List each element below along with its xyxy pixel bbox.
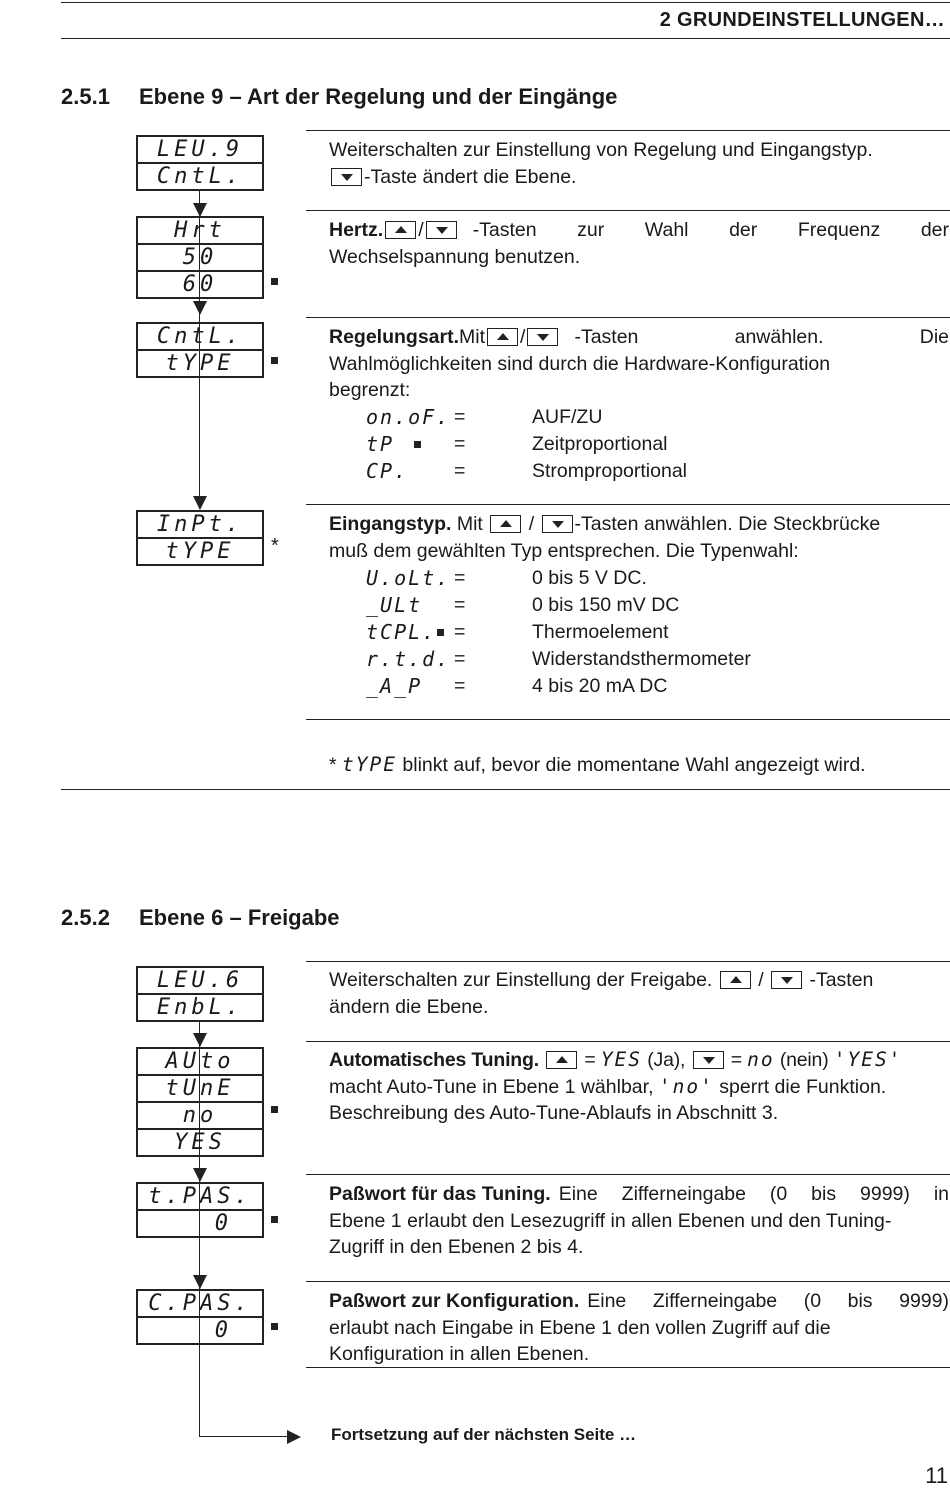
down-key-icon bbox=[693, 1051, 724, 1069]
bold-term: Eingangstyp. bbox=[329, 513, 452, 535]
option-desc: Stromproportional bbox=[532, 460, 687, 482]
text-line: ändern die Ebene. bbox=[329, 995, 489, 1018]
flow-arrow bbox=[193, 203, 207, 217]
option-code: CP. bbox=[366, 459, 409, 483]
slash: / bbox=[418, 219, 424, 241]
code-yes-quoted: 'YES' bbox=[833, 1048, 903, 1071]
rule bbox=[306, 1281, 950, 1282]
bold-term: Regelungsart. bbox=[329, 326, 460, 348]
display-cell: tYPE bbox=[138, 537, 262, 564]
equals: = bbox=[584, 1049, 596, 1071]
text-line: erlaubt nach Eingabe in Ebene 1 den vollen Zugriff auf die bbox=[329, 1316, 831, 1339]
text-line: Wechselspannung benutzen. bbox=[329, 245, 581, 268]
display-cell: no bbox=[138, 1101, 262, 1128]
down-key-icon bbox=[771, 971, 802, 989]
option-code: tCPL. bbox=[366, 620, 437, 644]
default-marker bbox=[271, 278, 278, 285]
option-eq: = bbox=[454, 594, 466, 616]
display-cpas bbox=[136, 1289, 264, 1345]
option-eq: = bbox=[454, 433, 466, 455]
option-eq: = bbox=[454, 460, 466, 482]
display-cell: EnbL. bbox=[138, 993, 262, 1020]
display-cell: 0 bbox=[138, 1209, 262, 1236]
flow-line-horizontal bbox=[199, 1436, 287, 1437]
display-cell: YES bbox=[138, 1128, 262, 1155]
flow-arrow bbox=[193, 1033, 207, 1047]
text-block-hertz bbox=[329, 217, 949, 270]
display-tpas bbox=[136, 1182, 264, 1238]
bold-term: Automatisches Tuning. bbox=[329, 1049, 539, 1071]
rule bbox=[306, 317, 950, 318]
arrow-right-icon bbox=[287, 1430, 301, 1444]
option-eq: = bbox=[454, 675, 466, 697]
down-key-icon bbox=[331, 168, 362, 186]
display-cell: tYPE bbox=[138, 349, 262, 376]
equals: = bbox=[730, 1049, 742, 1071]
text-block-eingangstyp bbox=[329, 511, 949, 564]
text-line: begrenzt: bbox=[329, 379, 411, 402]
display-cell: C.PAS. bbox=[148, 1291, 252, 1316]
bold-term: Paßwort zur Konfiguration. bbox=[329, 1290, 580, 1312]
section-heading-2-5-2 bbox=[61, 905, 340, 931]
display-cell: InPt. bbox=[156, 512, 244, 537]
text-word: (Ja), bbox=[647, 1049, 686, 1071]
slash: / bbox=[758, 969, 764, 991]
option-code: U.oLt. bbox=[366, 566, 451, 590]
option-desc: AUF/ZU bbox=[532, 406, 603, 428]
down-key-icon bbox=[426, 221, 457, 239]
flow-arrow bbox=[193, 301, 207, 315]
display-inpt bbox=[136, 510, 264, 566]
rule bbox=[306, 504, 950, 505]
display-cell: tUnE bbox=[138, 1074, 262, 1101]
up-key-icon bbox=[385, 221, 416, 239]
default-marker bbox=[271, 1106, 278, 1113]
display-cell: AUto bbox=[165, 1049, 235, 1074]
text-line: -Tasten zur Wahl der Frequenz der bbox=[472, 219, 949, 241]
display-leu6 bbox=[136, 966, 264, 1022]
text-line: Weiterschalten zur Einstellung von Regelung und Eingangstyp. bbox=[329, 139, 873, 161]
text-line: -Tasten anwählen. Die Steckbrücke bbox=[574, 513, 881, 535]
up-key-icon bbox=[720, 971, 751, 989]
text-line: -Taste ändert die Ebene. bbox=[364, 165, 577, 188]
text-line: sperrt die Funktion. bbox=[719, 1075, 887, 1098]
display-hrt bbox=[136, 216, 264, 299]
rule bbox=[306, 1041, 950, 1042]
option-desc: 0 bis 150 mV DC bbox=[532, 594, 680, 616]
option-desc: Zeitproportional bbox=[532, 433, 668, 455]
display-cell: 50 bbox=[138, 243, 262, 270]
option-desc: Widerstandsthermometer bbox=[532, 648, 751, 670]
option-code: on.oF. bbox=[366, 405, 451, 429]
up-key-icon bbox=[490, 515, 521, 533]
option-eq: = bbox=[454, 567, 466, 589]
text-line: Beschreibung des Auto-Tune-Ablaufs in Abschnitt 3. bbox=[329, 1102, 779, 1125]
rule bbox=[306, 1367, 950, 1368]
footnote bbox=[329, 752, 949, 779]
slash: / bbox=[520, 326, 526, 348]
text-word: Mit bbox=[459, 326, 486, 348]
text-word: (nein) bbox=[779, 1049, 829, 1071]
display-auto bbox=[136, 1047, 264, 1157]
section-heading-2-5-1 bbox=[61, 84, 617, 110]
option-eq: = bbox=[454, 648, 466, 670]
option-desc: 4 bis 20 mA DC bbox=[532, 675, 668, 697]
rule bbox=[306, 961, 950, 962]
section-number: 2.5.2 bbox=[61, 905, 110, 930]
display-cntl bbox=[136, 322, 264, 378]
option-code: _A_P bbox=[366, 674, 423, 698]
display-cell: CntL. bbox=[156, 324, 244, 349]
flow-arrow bbox=[193, 496, 207, 510]
display-cell: t.PAS. bbox=[148, 1184, 252, 1209]
up-key-icon bbox=[487, 328, 518, 346]
option-code: r.t.d. bbox=[366, 647, 451, 671]
text-block-config-password bbox=[329, 1288, 949, 1368]
text-line: -Tasten anwählen. Die bbox=[574, 326, 949, 348]
text-line: muß dem gewählten Typ entsprechen. Die Typenwahl: bbox=[329, 539, 799, 562]
rule bbox=[306, 719, 950, 720]
text-line: Wahlmöglichkeiten sind durch die Hardware-Konfiguration bbox=[329, 352, 831, 375]
text-line: Ebene 1 erlaubt den Lesezugriff in allen Ebenen und den Tuning- bbox=[329, 1209, 892, 1232]
rule bbox=[306, 130, 950, 131]
up-key-icon bbox=[546, 1051, 577, 1069]
text-line: Weiterschalten zur Einstellung der Freigabe. bbox=[329, 969, 713, 991]
rule bbox=[306, 210, 950, 211]
option-code: _ULt bbox=[366, 593, 423, 617]
display-cell: Hrt bbox=[174, 218, 226, 243]
text-line: Eine Zifferneingabe (0 bis 9999) in bbox=[558, 1183, 949, 1205]
option-code: tP bbox=[366, 432, 395, 456]
text-line: Zugriff in den Ebenen 2 bis 4. bbox=[329, 1236, 584, 1259]
down-key-icon bbox=[527, 328, 558, 346]
chapter-header: 2 GRUNDEINSTELLUNGEN… bbox=[659, 9, 945, 31]
rule bbox=[306, 1174, 950, 1175]
star-marker: * bbox=[271, 535, 279, 557]
bold-term: Hertz. bbox=[329, 219, 384, 241]
section-title: Ebene 9 – Art der Regelung und der Eingänge bbox=[139, 84, 618, 109]
text-block-tuning-password bbox=[329, 1181, 949, 1261]
display-cell: CntL. bbox=[138, 162, 262, 189]
text-line: macht Auto-Tune in Ebene 1 wählbar, bbox=[329, 1075, 654, 1098]
footnote-star: * bbox=[329, 754, 337, 776]
display-leu9 bbox=[136, 135, 264, 191]
text-block-level9 bbox=[329, 137, 949, 190]
header-rule bbox=[61, 38, 950, 39]
top-rule bbox=[61, 2, 950, 3]
option-eq: = bbox=[454, 621, 466, 643]
footnote-code: tYPE bbox=[342, 753, 397, 776]
default-marker bbox=[437, 629, 444, 636]
code-yes: YES bbox=[600, 1048, 643, 1071]
option-desc: 0 bis 5 V DC. bbox=[532, 567, 647, 589]
text-block-regelungsart bbox=[329, 324, 949, 404]
text-line: Konfiguration in allen Ebenen. bbox=[329, 1343, 590, 1366]
text-block-autotuning bbox=[329, 1047, 949, 1127]
flow-arrow bbox=[193, 1168, 207, 1182]
text-block-level6 bbox=[329, 967, 949, 1020]
flow-arrow bbox=[193, 1275, 207, 1289]
section-title: Ebene 6 – Freigabe bbox=[139, 905, 340, 930]
default-marker bbox=[414, 441, 421, 448]
page-number: 11 bbox=[925, 1463, 948, 1488]
slash: / bbox=[528, 513, 535, 535]
text-word: Mit bbox=[456, 513, 483, 535]
continuation-note: Fortsetzung auf der nächsten Seite … bbox=[331, 1425, 637, 1444]
display-cell: LEU.6 bbox=[156, 968, 244, 993]
display-cell: LEU.9 bbox=[156, 137, 244, 162]
display-cell: 0 bbox=[138, 1316, 262, 1343]
text-line: Eine Zifferneingabe (0 bis 9999) bbox=[587, 1290, 949, 1312]
code-no: no bbox=[747, 1048, 775, 1071]
option-desc: Thermoelement bbox=[532, 621, 669, 643]
option-eq: = bbox=[454, 406, 466, 428]
section-end-rule bbox=[61, 789, 950, 790]
footnote-text: blinkt auf, bevor die momentane Wahl angezeigt wird. bbox=[402, 754, 866, 776]
text-line: -Tasten bbox=[809, 969, 874, 991]
default-marker bbox=[271, 357, 278, 364]
default-marker bbox=[271, 1216, 278, 1223]
down-key-icon bbox=[542, 515, 573, 533]
bold-term: Paßwort für das Tuning. bbox=[329, 1183, 551, 1205]
code-no-quoted: 'no' bbox=[658, 1074, 714, 1098]
display-cell: 60 bbox=[138, 270, 262, 297]
default-marker bbox=[271, 1323, 278, 1330]
section-number: 2.5.1 bbox=[61, 84, 110, 109]
